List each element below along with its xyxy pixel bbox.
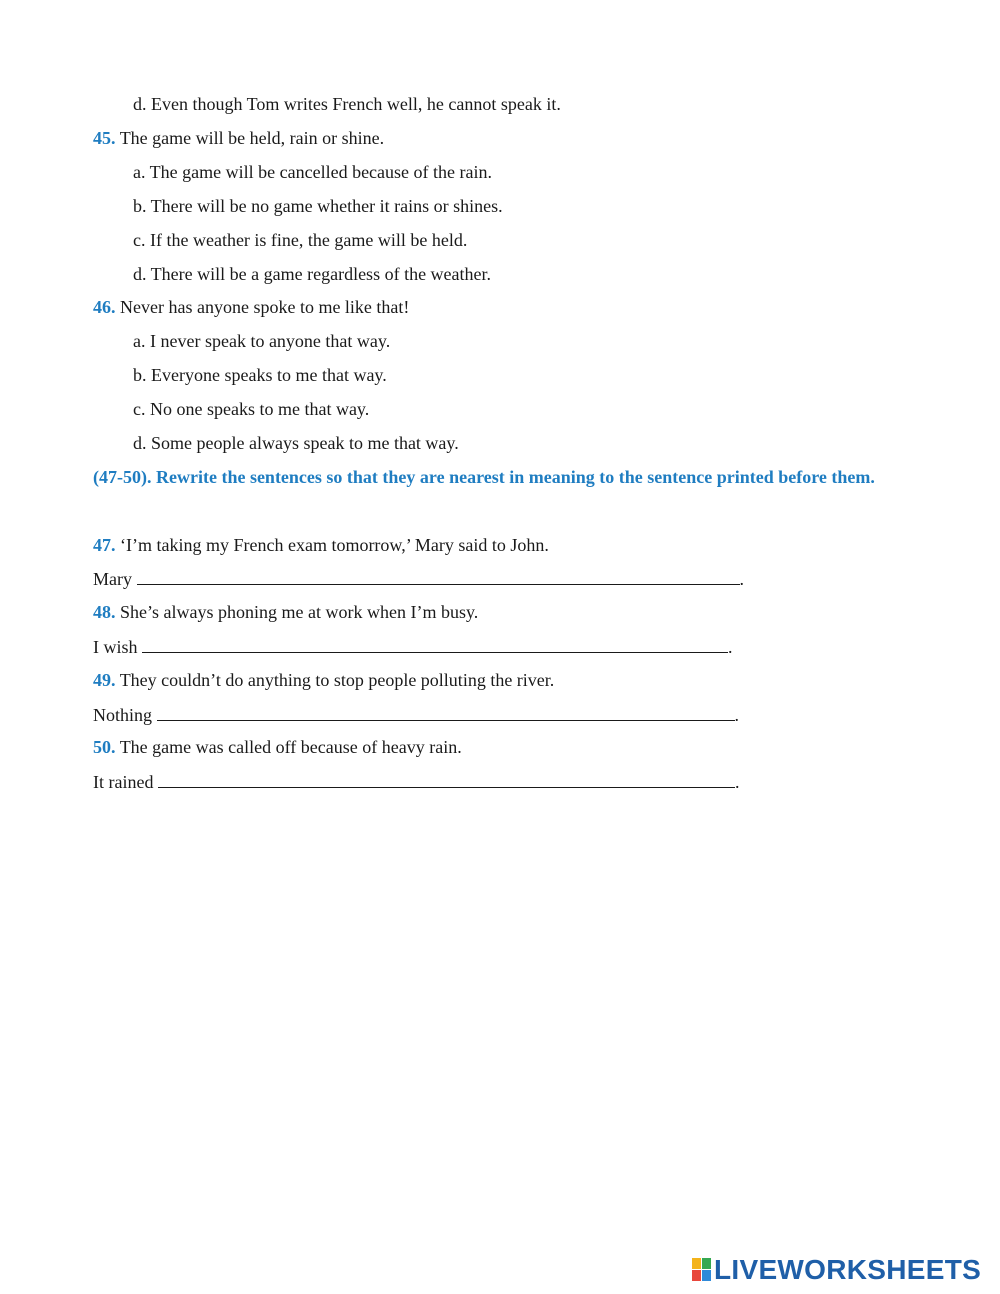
question-46: [93, 296, 409, 318]
answer-blank[interactable]: [142, 635, 728, 653]
question-text: Never has anyone spoke to me like that!: [120, 297, 410, 317]
liveworksheets-logo[interactable]: [692, 1256, 981, 1284]
question-number: 47.: [93, 535, 116, 555]
q46-option-a[interactable]: a. I never speak to anyone that way.: [133, 331, 391, 351]
q45-option-a[interactable]: a. The game will be cancelled because of the rain.: [133, 162, 492, 182]
question-text: The game will be held, rain or shine.: [119, 128, 385, 148]
q44-option-d: d. Even though Tom writes French well, he cannot speak it.: [133, 94, 561, 114]
q45-option-b[interactable]: b. There will be no game whether it rains or shines.: [133, 196, 503, 216]
question-number: 50.: [93, 737, 116, 757]
answer-blank[interactable]: [157, 703, 735, 721]
answer-row-47: Mary .: [93, 569, 744, 589]
q46-option-b[interactable]: b. Everyone speaks to me that way.: [133, 365, 387, 385]
q45-option-c[interactable]: c. If the weather is fine, the game will be held.: [133, 230, 468, 250]
question-49: [93, 669, 554, 691]
answer-prompt: Mary: [93, 569, 132, 589]
answer-row-50: It rained .: [93, 772, 740, 792]
question-number: 49.: [93, 670, 116, 690]
question-text: The game was called off because of heavy rain.: [119, 737, 462, 757]
logo-text: LIVEWORKSHEETS: [714, 1254, 982, 1285]
question-number: 48.: [93, 602, 116, 622]
q46-option-d[interactable]: d. Some people always speak to me that way.: [133, 433, 459, 453]
question-50: [93, 736, 462, 758]
question-text: ‘I’m taking my French exam tomorrow,’ Mary said to John.: [120, 535, 549, 555]
question-text: They couldn’t do anything to stop people polluting the river.: [119, 670, 555, 690]
question-text: She’s always phoning me at work when I’m busy.: [120, 602, 479, 622]
question-47: [93, 534, 549, 556]
answer-row-49: Nothing .: [93, 705, 740, 725]
logo-icon: [692, 1258, 712, 1282]
q46-option-c[interactable]: c. No one speaks to me that way.: [133, 399, 370, 419]
answer-blank[interactable]: [137, 567, 740, 585]
answer-prompt: It rained: [93, 772, 154, 792]
question-48: [93, 601, 478, 623]
answer-blank[interactable]: [158, 770, 735, 788]
question-45: [93, 127, 384, 149]
answer-prompt: Nothing: [93, 705, 153, 725]
question-number: 46.: [93, 297, 116, 317]
q45-option-d[interactable]: d. There will be a game regardless of the weather.: [133, 264, 492, 284]
answer-prompt: I wish: [93, 637, 138, 657]
question-number: 45.: [93, 128, 116, 148]
section-heading: (47-50). Rewrite the sentences so that they are nearest in meaning to the sentence printed before them.: [93, 467, 875, 487]
answer-row-48: I wish .: [93, 637, 733, 657]
